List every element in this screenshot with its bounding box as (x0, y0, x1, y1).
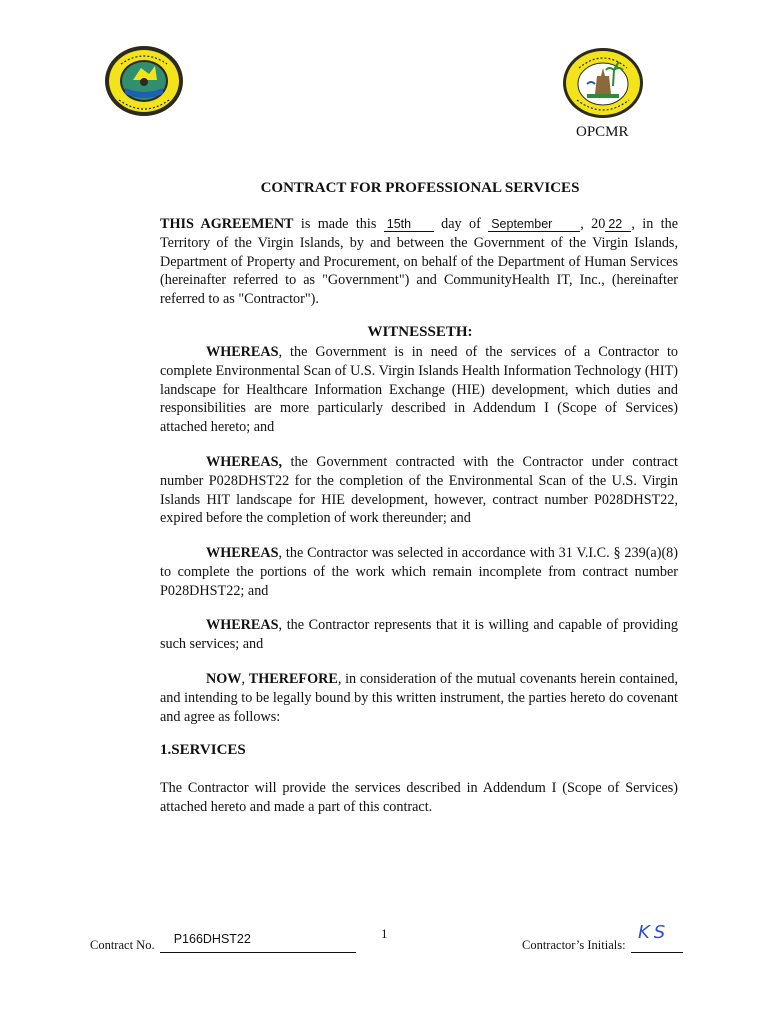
whereas-text: , the Contractor represents that it is willing and capable of providing such services; and (160, 617, 678, 652)
now-therefore-text: , in consideration of the mutual covenants herein contained, and intending to be legally bound by this written instrument, the parties hereto do covenant and agree as follows: (160, 671, 678, 725)
now-lead: NOW (206, 671, 242, 687)
whereas-lead: WHEREAS, (206, 454, 283, 470)
services-paragraph: The Contractor will provide the services described in Addendum I (Scope of Services) attached hereto and made a part of this contract. (160, 780, 678, 815)
day-field[interactable]: 15th (384, 217, 434, 232)
government-seal-icon (103, 44, 185, 118)
initials-label: Contractor’s Initials: (522, 938, 629, 952)
office-code: OPCMR (576, 124, 629, 140)
contract-no-label: Contract No. (90, 938, 158, 952)
section-heading: 1.SERVICES (160, 742, 246, 758)
whereas-paragraph-1 (160, 343, 678, 437)
whereas-lead: WHEREAS (206, 617, 279, 633)
whereas-paragraph-3 (160, 544, 678, 600)
agreement-day-of-text: day of (433, 216, 489, 232)
initials-signature: KS (638, 922, 670, 943)
department-seal-icon (561, 46, 645, 120)
contract-no-field[interactable] (160, 932, 356, 953)
whereas-text: , the Contractor was selected in accordance with 31 V.I.C. § 239(a)(8) to complete the portions of the work which remain incomplete from contract number P028DHST22; and (160, 545, 678, 599)
whereas-text: , the Government is in need of the services of a Contractor to complete Environmental Scan of U.S. Virgin Islands Health Information Technology (HIT) landscape for Healthcare Information Exchange (HIE) development, which duties and responsibilities are more particularly described in Addendum I (Scope of Services) attached hereto; and (160, 344, 678, 436)
whereas-paragraph-4 (160, 616, 678, 654)
page-number: 1 (381, 926, 388, 941)
witnesseth-heading: WITNESSETH: (367, 324, 473, 340)
contract-number (90, 932, 356, 953)
therefore-lead: THEREFORE (248, 671, 338, 687)
agreement-lead: THIS AGREEMENT (160, 216, 294, 232)
agreement-year-prefix: , 20 (580, 216, 606, 232)
whereas-paragraph-2 (160, 453, 678, 528)
year-field[interactable]: 22 (605, 217, 631, 232)
agreement-paragraph (160, 215, 678, 309)
now-sep: , (241, 671, 249, 687)
month-field[interactable]: September (488, 217, 580, 232)
agreement-rest: , in the Territory of the Virgin Islands, by and between the Government of the Virgin Islands, Department of Property and Procurement, on behalf of the Department of Human Services (hereinafter referred to as "Government") and CommunityHealth IT, Inc., (hereinafter referred to as "Contractor"). (160, 216, 679, 308)
whereas-lead: WHEREAS (206, 545, 279, 561)
document-title: CONTRACT FOR PROFESSIONAL SERVICES (260, 180, 580, 196)
contract-no-value: P166DHST22 (173, 932, 251, 946)
whereas-lead: WHEREAS (206, 344, 279, 360)
whereas-text: the Government contracted with the Contractor under contract number P028DHST22 for the completion of the Environmental Scan of the U.S. Virgin Islands HIT landscape for HIE development, however, contract number P028DHST22, expired before the completion of work thereunder; and (160, 454, 678, 527)
now-therefore-paragraph (160, 670, 678, 726)
agreement-made-text: is made this (293, 216, 384, 232)
